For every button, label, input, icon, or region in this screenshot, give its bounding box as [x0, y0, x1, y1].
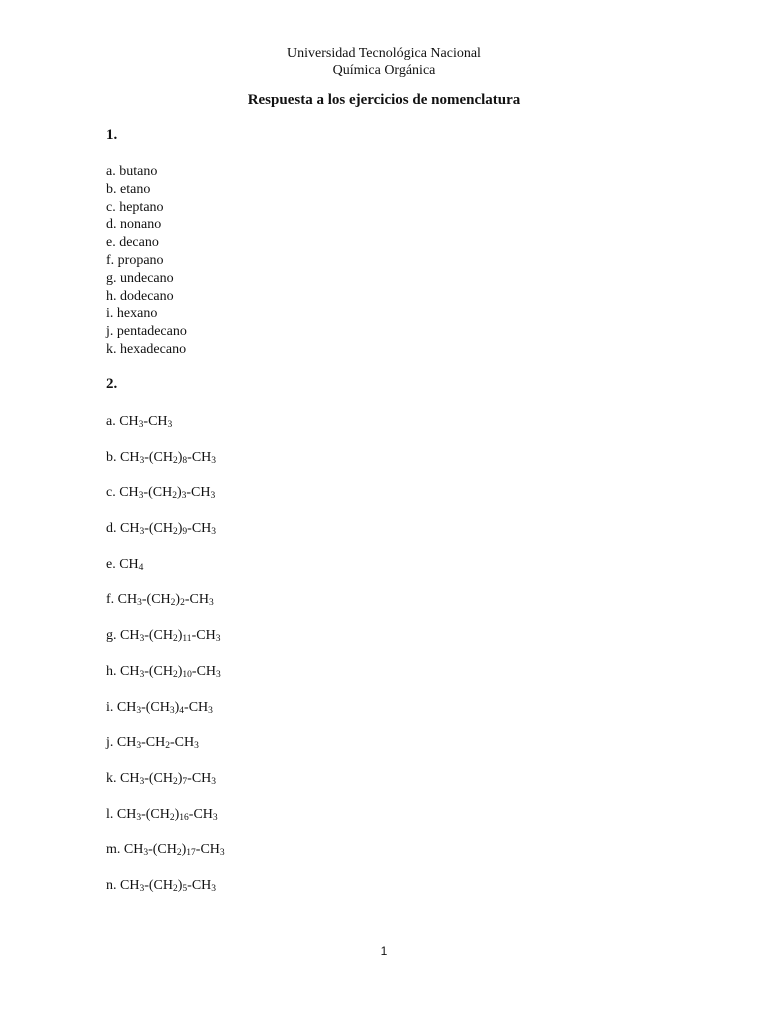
- formula-subscript: 3: [137, 598, 142, 609]
- chemical-formula: [117, 700, 213, 715]
- formula-text: ): [175, 592, 181, 608]
- formula-subscript: 16: [179, 812, 189, 823]
- chemical-formula: [120, 878, 216, 893]
- formula-text: -CH: [169, 735, 195, 751]
- formula-text: -(CH: [143, 485, 173, 501]
- formula-text: CH: [119, 485, 139, 501]
- formula-text: -CH: [187, 770, 212, 786]
- formula-subscript: 2: [172, 634, 178, 645]
- chemical-formula: [118, 592, 214, 607]
- formula-text: CH: [120, 663, 140, 679]
- formula-text: ): [177, 770, 183, 786]
- formula-subscript: 10: [182, 669, 192, 680]
- formula-text: CH: [120, 770, 140, 786]
- section-2-number: 2.: [106, 376, 118, 392]
- formula-text: -(CH: [144, 521, 173, 537]
- formula-subscript: 3: [139, 883, 145, 894]
- formula-item: [106, 876, 225, 912]
- list-item: i. hexano: [106, 306, 158, 322]
- list-item: e. decano: [106, 235, 159, 251]
- formula-subscript: 3: [139, 669, 145, 680]
- list-item: d. nonano: [106, 217, 162, 233]
- formula-subscript: 2: [169, 812, 175, 823]
- formula-item: [106, 448, 225, 484]
- formula-text: CH: [119, 414, 139, 429]
- formula-letter: h.: [106, 663, 117, 679]
- list-item: a. butano: [106, 164, 158, 179]
- formula-subscript: 2: [172, 455, 178, 466]
- chemical-formula: [119, 485, 215, 500]
- formula-item: [106, 519, 225, 555]
- section-1-number: 1.: [106, 127, 118, 143]
- formula-subscript: 3: [215, 634, 221, 645]
- formula-letter: n.: [106, 877, 117, 893]
- formula-text: -CH: [186, 485, 211, 501]
- formula-text: -CH: [187, 877, 212, 893]
- formula-letter: k.: [106, 770, 117, 786]
- formula-letter: g.: [106, 628, 117, 644]
- formula-letter: f.: [106, 592, 115, 608]
- formula-subscript: 11: [182, 634, 192, 645]
- chemical-formula: [120, 628, 220, 643]
- formula-text: ): [177, 521, 183, 537]
- formula-text: -(CH: [141, 806, 170, 822]
- list-item: g. undecano: [106, 270, 174, 286]
- formula-letter: d.: [106, 521, 117, 537]
- formula-subscript: 3: [211, 527, 217, 538]
- section-1-list: [106, 163, 187, 359]
- formula-subscript: 17: [186, 848, 196, 859]
- formula-subscript: 5: [182, 883, 188, 894]
- chemical-formula: [119, 557, 143, 572]
- formula-subscript: 3: [139, 776, 145, 787]
- list-item: j. pentadecano: [106, 324, 187, 340]
- chemical-formula: [119, 414, 172, 429]
- formula-text: -CH: [195, 842, 220, 858]
- formula-text: CH: [123, 842, 144, 858]
- formula-subscript: 3: [212, 812, 218, 823]
- formula-subscript: 2: [165, 741, 170, 752]
- formula-text: -CH: [141, 735, 166, 751]
- formula-subscript: 3: [194, 741, 199, 752]
- formula-text: -(CH: [141, 699, 170, 715]
- formula-letter: m.: [106, 842, 121, 858]
- formula-text: CH: [116, 806, 137, 822]
- formula-subscript: 2: [172, 669, 178, 680]
- formula-letter: b.: [106, 449, 117, 465]
- formula-subscript: 3: [211, 455, 217, 466]
- list-item: c. heptano: [106, 199, 164, 215]
- formula-text: CH: [120, 521, 140, 537]
- list-item: k. hexadecano: [106, 341, 187, 357]
- formula-text: CH: [117, 592, 138, 608]
- chemical-formula: [117, 807, 218, 822]
- formula-subscript: 7: [182, 776, 188, 787]
- formula-text: ): [176, 485, 182, 501]
- formula-subscript: 4: [138, 562, 144, 573]
- formula-item: [106, 626, 225, 662]
- formula-item: [106, 662, 225, 698]
- formula-text: CH: [119, 556, 139, 572]
- formula-text: -(CH: [141, 592, 171, 608]
- formula-subscript: 3: [167, 420, 173, 430]
- formula-text: CH: [116, 735, 137, 751]
- formula-text: -CH: [143, 414, 168, 429]
- formula-text: ): [177, 449, 183, 465]
- chemical-formula: [120, 450, 216, 465]
- formula-text: -(CH: [144, 663, 173, 679]
- formula-text: -CH: [187, 521, 212, 537]
- header-university: Universidad Tecnológica Nacional: [287, 46, 481, 61]
- formula-subscript: 3: [211, 776, 217, 787]
- formula-text: -CH: [191, 663, 217, 679]
- formula-item: [106, 769, 225, 805]
- formula-text: CH: [116, 699, 137, 715]
- formula-subscript: 3: [181, 491, 187, 502]
- formula-subscript: 3: [139, 527, 145, 538]
- formula-subscript: 2: [180, 598, 185, 609]
- chemical-formula: [117, 735, 199, 750]
- formula-subscript: 2: [170, 598, 176, 609]
- formula-text: -(CH: [144, 770, 173, 786]
- formula-subscript: 3: [138, 491, 144, 502]
- formula-item: [106, 483, 225, 519]
- formula-subscript: 3: [208, 705, 213, 716]
- formula-subscript: 3: [139, 634, 145, 645]
- formula-letter: e.: [106, 556, 116, 572]
- formula-subscript: 3: [216, 669, 221, 680]
- formula-text: -CH: [184, 592, 209, 608]
- formula-subscript: 3: [210, 491, 216, 502]
- formula-letter: l.: [106, 806, 114, 822]
- formula-item: [106, 412, 225, 448]
- formula-subscript: 2: [172, 491, 177, 502]
- formula-item: [106, 733, 225, 769]
- formula-text: -CH: [187, 449, 212, 465]
- formula-text: -(CH: [148, 842, 177, 858]
- formula-text: -(CH: [144, 628, 173, 644]
- formula-text: ): [177, 877, 183, 893]
- formula-subscript: 3: [139, 455, 145, 466]
- formula-subscript: 2: [172, 883, 178, 894]
- formula-item: [106, 555, 225, 591]
- formula-subscript: 4: [179, 705, 185, 716]
- formula-subscript: 3: [219, 848, 225, 859]
- formula-text: -CH: [191, 628, 216, 644]
- chemical-formula: [120, 521, 216, 536]
- formula-subscript: 3: [136, 705, 142, 716]
- formula-text: ): [174, 699, 180, 715]
- list-item: h. dodecano: [106, 288, 174, 304]
- formula-text: CH: [120, 628, 140, 644]
- formula-letter: c.: [106, 485, 116, 501]
- formula-item: [106, 805, 225, 841]
- formula-text: -(CH: [144, 877, 173, 893]
- chemical-formula: [120, 664, 221, 679]
- formula-subscript: 3: [208, 598, 214, 609]
- formula-subscript: 3: [211, 883, 217, 894]
- formula-text: ): [177, 628, 183, 644]
- list-item: b. etano: [106, 181, 151, 197]
- formula-text: -(CH: [144, 449, 173, 465]
- list-item: f. propano: [106, 252, 164, 268]
- formula-letter: a.: [106, 414, 116, 429]
- formula-item: [106, 840, 225, 876]
- formula-letter: i.: [106, 699, 114, 715]
- formula-text: CH: [120, 449, 140, 465]
- formula-letter: j.: [106, 735, 114, 751]
- document-title: Respuesta a los ejercicios de nomenclatura: [247, 92, 521, 108]
- formula-text: ): [181, 842, 187, 858]
- formula-subscript: 2: [176, 848, 182, 859]
- formula-subscript: 3: [138, 420, 144, 430]
- formula-subscript: 9: [182, 527, 188, 538]
- header-subject: Química Orgánica: [332, 63, 436, 78]
- formula-item: [106, 590, 225, 626]
- formula-text: -CH: [184, 699, 209, 715]
- formula-subscript: 3: [136, 741, 142, 752]
- formula-text: -CH: [188, 806, 213, 822]
- section-2-list: [106, 412, 225, 912]
- formula-text: ): [177, 663, 183, 679]
- formula-item: [106, 698, 225, 734]
- formula-text: ): [174, 806, 180, 822]
- chemical-formula: [124, 842, 225, 857]
- chemical-formula: [120, 771, 216, 786]
- formula-subscript: 3: [169, 705, 175, 716]
- formula-subscript: 3: [136, 812, 142, 823]
- formula-text: CH: [120, 877, 140, 893]
- formula-subscript: 3: [143, 848, 149, 859]
- formula-subscript: 2: [172, 776, 178, 787]
- page-number: 1: [380, 944, 388, 958]
- formula-subscript: 2: [172, 527, 178, 538]
- formula-subscript: 8: [182, 455, 188, 466]
